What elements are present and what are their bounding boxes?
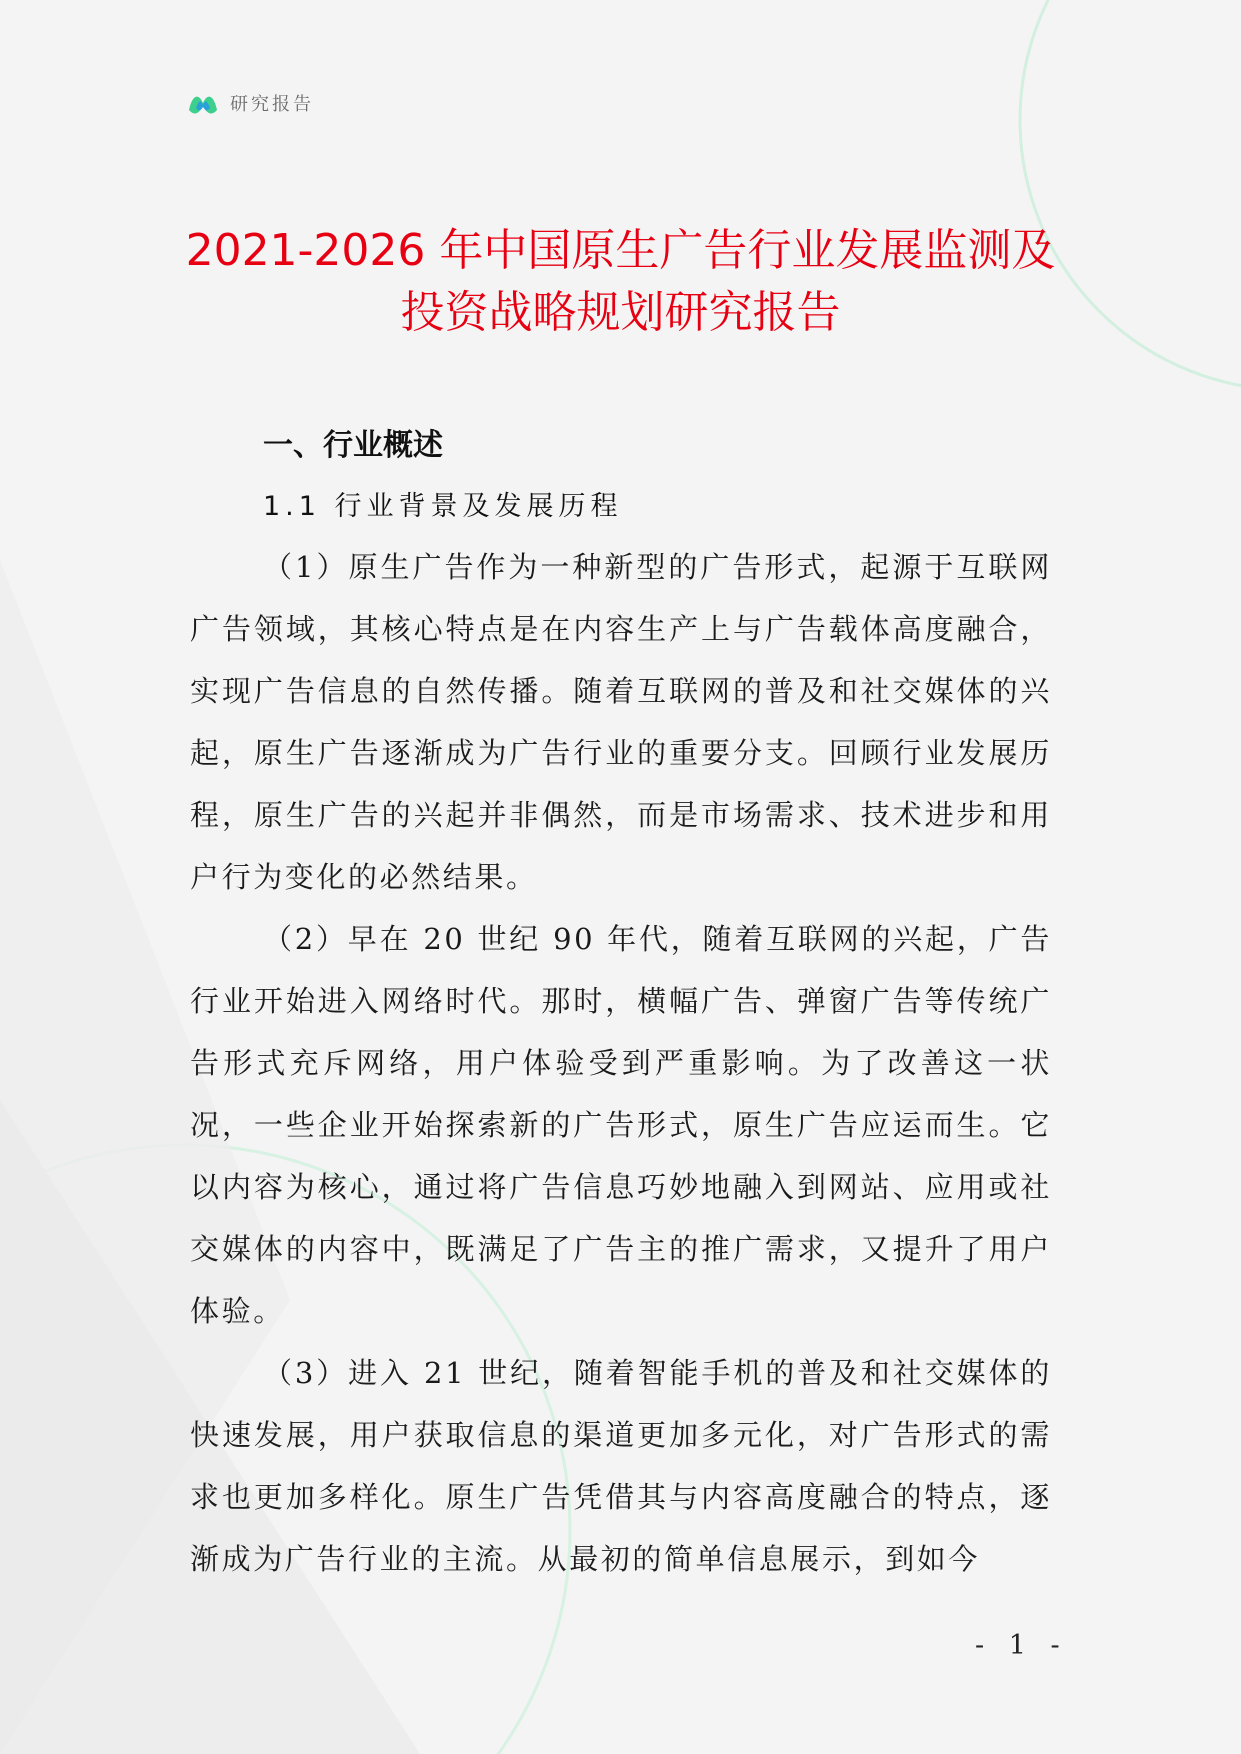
subsection-heading: 1.1 行业背景及发展历程: [263, 491, 623, 522]
brand-name: 研究报告: [230, 94, 314, 115]
page-number: - 1 -: [975, 1630, 1068, 1661]
brand-logo-icon: [186, 88, 220, 118]
report-title-line-1: 2021-2026 年中国原生广告行业发展监测及: [185, 225, 1056, 276]
report-title: [150, 220, 1091, 344]
paragraph-1: （1）原生广告作为一种新型的广告形式，起源于互联网广告领域，其核心特点是在内容生产上与广告载体高度融合，实现广告信息的自然传播。随着互联网的普及和社交媒体的兴起，原生广告逐渐成为广告行业的重要分支。回顾行业发展历程，原生广告的兴起并非偶然，而是市场需求、技术进步和用户行为变化的必然结果。: [190, 550, 1052, 894]
paragraph-2: （2）早在 20 世纪 90 年代，随着互联网的兴起，广告行业开始进入网络时代。那时，横幅广告、弹窗广告等传统广告形式充斥网络，用户体验受到严重影响。为了改善这一状况，一些企业开始探索新的广告形式，原生广告应运而生。它以内容为核心，通过将广告信息巧妙地融入到网站、应用或社交媒体的内容中，既满足了广告主的推广需求，又提升了用户体验。: [190, 922, 1052, 1328]
brand-header: [186, 88, 314, 118]
section-heading: 一、行业概述: [263, 428, 443, 463]
report-title-line-2: 投资战略规划研究报告: [400, 287, 841, 338]
body-text: [190, 536, 1052, 1590]
paragraph-3: （3）进入 21 世纪，随着智能手机的普及和社交媒体的快速发展，用户获取信息的渠道更加多元化，对广告形式的需求也更加多样化。原生广告凭借其与内容高度融合的特点，逐渐成为广告行业的主流。从最初的简单信息展示，到如今: [190, 1356, 1052, 1576]
